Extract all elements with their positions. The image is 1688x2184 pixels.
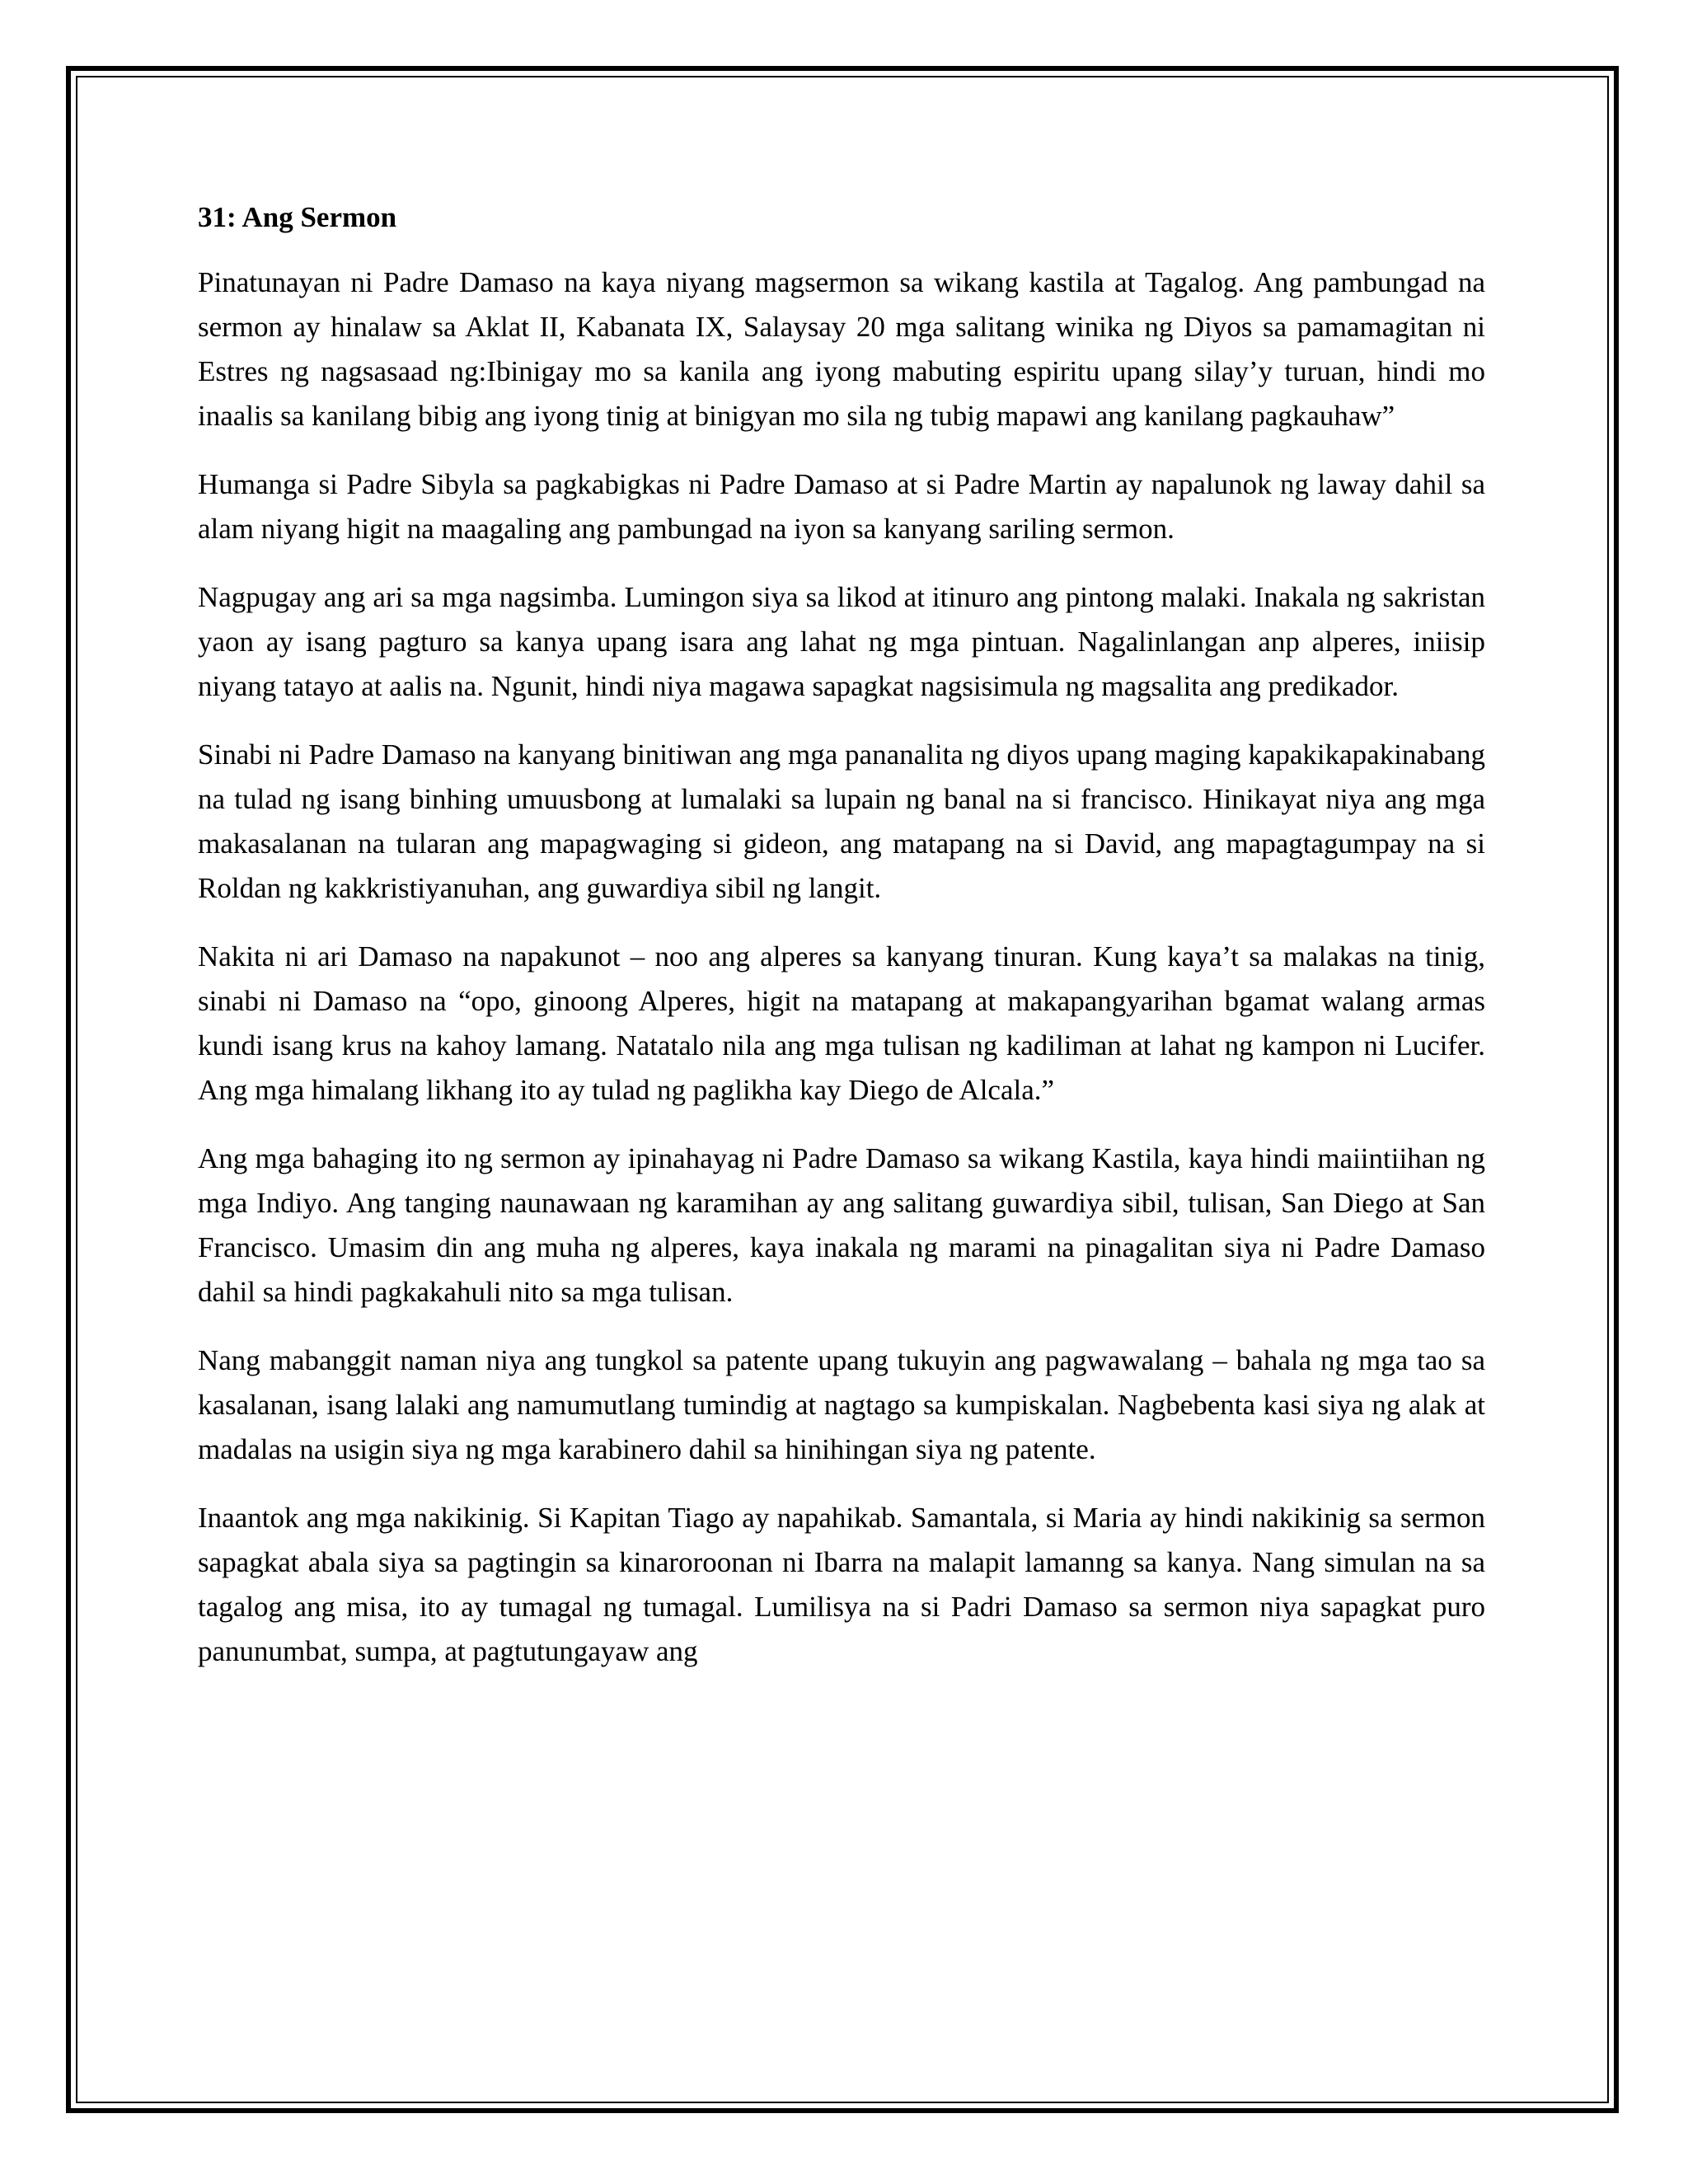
paragraph-8: Inaantok ang mga nakikinig. Si Kapitan Tiago ay napahikab. Samantala, si Maria ay hindi nakikinig sa sermon sapagkat abala siya sa pagtingin sa kinaroroonan ni Ibarra na malapit lamanng sa kanya. Nang simulan na sa tagalog ang misa, ito ay tumagal ng tumagal. Lumilisya na si Padri Damaso sa sermon niya sapagkat puro panunumbat, sumpa, at pagtutungayaw ang	[198, 1502, 1485, 1667]
paragraph-1: Pinatunayan ni Padre Damaso na kaya niyang magsermon sa wikang kastila at Tagalog. Ang pambungad na sermon ay hinalaw sa Aklat II, Kabanata IX, Salaysay 20 mga salitang winika ng Diyos sa pamamagitan ni Estres ng nagsasaad ng:Ibinigay mo sa kanila ang iyong mabuting espiritu upang silay’y turuan, hindi mo inaalis sa kanilang bibig ang iyong tinig at binigyan mo sila ng tubig mapawi ang kanilang pagkauhaw”	[198, 266, 1485, 432]
paragraph-7: Nang mabanggit naman niya ang tungkol sa patente upang tukuyin ang pagwawalang – bahala ng mga tao sa kasalanan, isang lalaki ang namumutlang tumindig at nagtago sa kumpiskalan. Nagbebenta kasi siya ng alak at madalas na usigin siya ng mga karabinero dahil sa hinihingan siya ng patente.	[198, 1344, 1485, 1465]
paragraph-3: Nagpugay ang ari sa mga nagsimba. Lumingon siya sa likod at itinuro ang pintong malaki. Inakala ng sakristan yaon ay isang pagturo sa kanya upang isara ang lahat ng mga pintuan. Nagalinlangan anp alperes, iniisip niyang tatayo at aalis na. Ngunit, hindi niya magawa sapagkat nagsisimula ng magsalita ang predikador.	[198, 581, 1485, 702]
paragraph-2: Humanga si Padre Sibyla sa pagkabigkas ni Padre Damaso at si Padre Martin ay napalunok ng laway dahil sa alam niyang higit na maagaling ang pambungad na iyon sa kanyang sariling sermon.	[198, 468, 1485, 545]
document-body	[198, 198, 1485, 1698]
paragraph-6: Ang mga bahaging ito ng sermon ay ipinahayag ni Padre Damaso sa wikang Kastila, kaya hindi maiintiihan ng mga Indiyo. Ang tanging naunawaan ng karamihan ay ang salitang guwardiya sibil, tulisan, San Diego at San Francisco. Umasim din ang muha ng alperes, kaya inakala ng marami na pinagalitan siya ni Padre Damaso dahil sa hindi pagkakahuli nito sa mga tulisan.	[198, 1142, 1485, 1308]
chapter-title: 31: Ang Sermon	[198, 201, 397, 233]
paragraph-5: Nakita ni ari Damaso na napakunot – noo ang alperes sa kanyang tinuran. Kung kaya’t sa malakas na tinig, sinabi ni Damaso na “opo, ginoong Alperes, higit na matapang at makapangyarihan bgamat walang armas kundi isang krus na kahoy lamang. Natatalo nila ang mga tulisan ng kadiliman at lahat ng kampon ni Lucifer. Ang mga himalang likhang ito ay tulad ng paglikha kay Diego de Alcala.”	[198, 940, 1485, 1106]
paragraph-4: Sinabi ni Padre Damaso na kanyang binitiwan ang mga pananalita ng diyos upang maging kapakikapakinabang na tulad ng isang binhing umuusbong at lumalaki sa lupain ng banal na si francisco. Hinikayat niya ang mga makasalanan na tularan ang mapagwaging si gideon, ang matapang na si David, ang mapagtagumpay na si Roldan ng kakkristiyanuhan, ang guwardiya sibil ng langit.	[198, 738, 1485, 904]
